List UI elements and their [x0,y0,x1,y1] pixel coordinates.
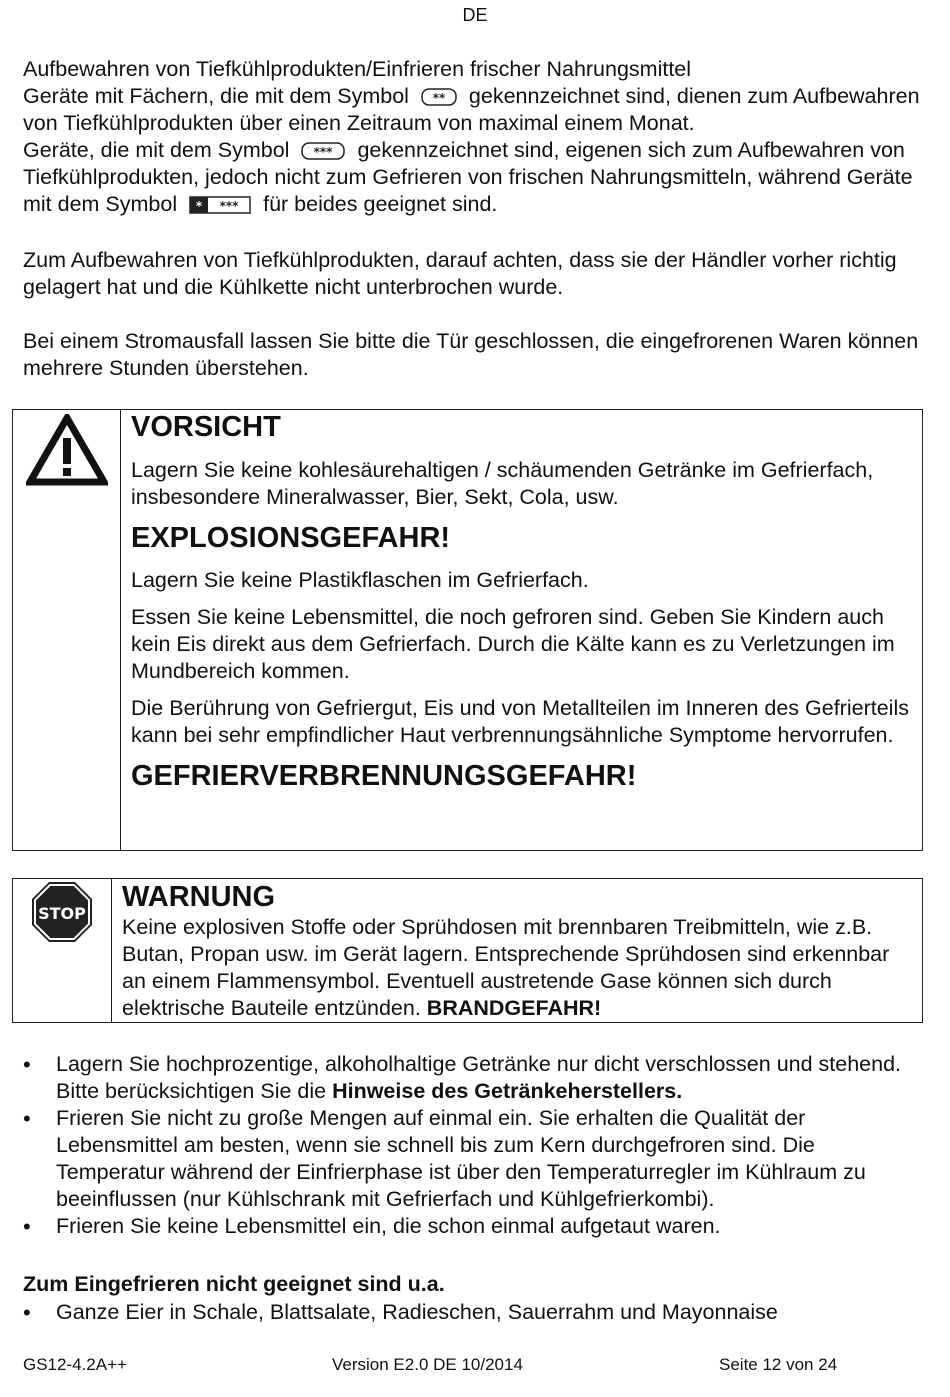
caution-text-4: Die Berührung von Gefriergut, Eis und von Metallteilen im Inneren des Gefrierteils kann bei sehr empfindlicher Haut verbrennungsähnliche Symptome hervorrufen. [131,696,909,747]
explosion-alert: EXPLOSIONSGEFAHR! [131,522,451,554]
intro-line2a: Geräte, die mit dem Symbol [23,138,290,162]
caution-text-2: Lagern Sie keine Plastikflaschen im Gefrierfach. [131,568,589,592]
caution-text-3: Essen Sie keine Lebensmittel, die noch gefroren sind. Geben Sie Kindern auch kein Eis direkt aus dem Gefrierfach. Durch die Kälte kann es zu Verletzungen im Mundbereich kommen. [131,605,895,683]
caution-text-1: Lagern Sie keine kohlesäurehaltigen / schäumenden Getränke im Gefrierfach, insbesondere Mineralwasser, Bier, Sekt, Cola, usw. [131,458,874,509]
svg-text:**: ** [432,91,446,106]
manufacturer-note: Hinweise des Getränkeherstellers. [332,1079,683,1103]
advice-list [23,1051,928,1240]
footer-model: GS12-4.2A++ [23,1355,127,1374]
warning-content [112,879,922,1022]
language-header: DE [462,5,488,25]
warning-icon-cell [13,879,112,1022]
footer-page-number: Seite 12 von 24 [719,1355,838,1374]
frostbite-alert: GEFRIERVERBRENNUNGSGEFAHR! [131,760,637,792]
caution-box [12,409,923,851]
list-item: • Frieren Sie nicht zu große Mengen auf einmal ein. Sie erhalten die Qualität der Lebensmittel am besten, wenn sie schnell bis zum Kern durchgefroren sind. Die Temperatur während der Einfrierphase ist über den Temperaturregler im Kühlraum zu beeinflussen (nur Kühlschrank mit Gefrierfach und Kühlgefrierkombi). [23,1105,928,1213]
warning-box [12,878,923,1023]
caution-icon-cell [13,410,121,850]
list-item: • Lagern Sie hochprozentige, alkoholhaltige Getränke nur dicht verschlossen und stehend. Bitte berücksichtigen Sie die Hinweise des Getränkeherstellers. [23,1051,928,1105]
stop-sign-icon [31,881,93,943]
stop-sign-label: STOP [38,904,86,923]
intro-line2c: für beides geeignet sind. [263,192,498,216]
power-outage-paragraph: Bei einem Stromausfall lassen Sie bitte die Tür geschlossen, die eingefrorenen Waren können mehrere Stunden überstehen. [23,329,919,380]
unsuitable-list [23,1299,928,1326]
four-star-freezer-icon [189,196,251,214]
warning-text: Keine explosiven Stoffe oder Sprühdosen mit brennbaren Treibmitteln, wie z.B. Butan, Propan usw. im Gerät lagern. Entsprechende Sprühdosen sind erkennbar an einem Flammensymbol. Eventuell austretende Gase können sich durch elektrische Bauteile entzünden. BRANDGEFAHR! [122,915,890,1020]
list-item: • Ganze Eier in Schale, Blattsalate, Radieschen, Sauerrahm und Mayonnaise [23,1299,928,1326]
intro-line2b: gekennzeichnet sind, eigenen sich zum Aufbewahren von Tiefkühlprodukten, jedoch nicht zum Gefrieren von frischen Nahrungsmitteln, während Geräte mit dem Symbol [23,138,913,216]
fire-alert: BRANDGEFAHR! [426,996,602,1020]
footer-version: Version E2.0 DE 10/2014 [332,1355,523,1374]
warning-triangle-icon [26,414,108,486]
cold-chain-paragraph: Zum Aufbewahren von Tiefkühlprodukten, darauf achten, dass sie der Händler vorher richtig gelagert hat und die Kühlkette nicht unterbrochen wurde. [23,248,897,299]
intro-paragraph [23,56,928,218]
warning-title: WARNUNG [122,881,276,913]
caution-content [121,410,922,850]
list-item: • Frieren Sie keine Lebensmittel ein, die schon einmal aufgetaut waren. [23,1213,928,1240]
two-star-freezer-icon [421,88,457,106]
unsuitable-heading: Zum Eingefrieren nicht geeignet sind u.a. [23,1272,445,1296]
svg-text:***: *** [219,199,239,214]
intro-line1a: Geräte mit Fächern, die mit dem Symbol [23,84,409,108]
three-star-freezer-icon [301,142,345,160]
caution-title: VORSICHT [131,411,281,443]
svg-text:*: * [195,199,203,214]
intro-heading: Aufbewahren von Tiefkühlprodukten/Einfrieren frischer Nahrungsmittel [23,57,692,81]
svg-text:***: *** [314,145,333,160]
intro-line1b: gekennzeichnet sind, dienen zum Aufbewahren von Tiefkühlprodukten über einen Zeitraum von maximal einem Monat. [23,84,920,135]
